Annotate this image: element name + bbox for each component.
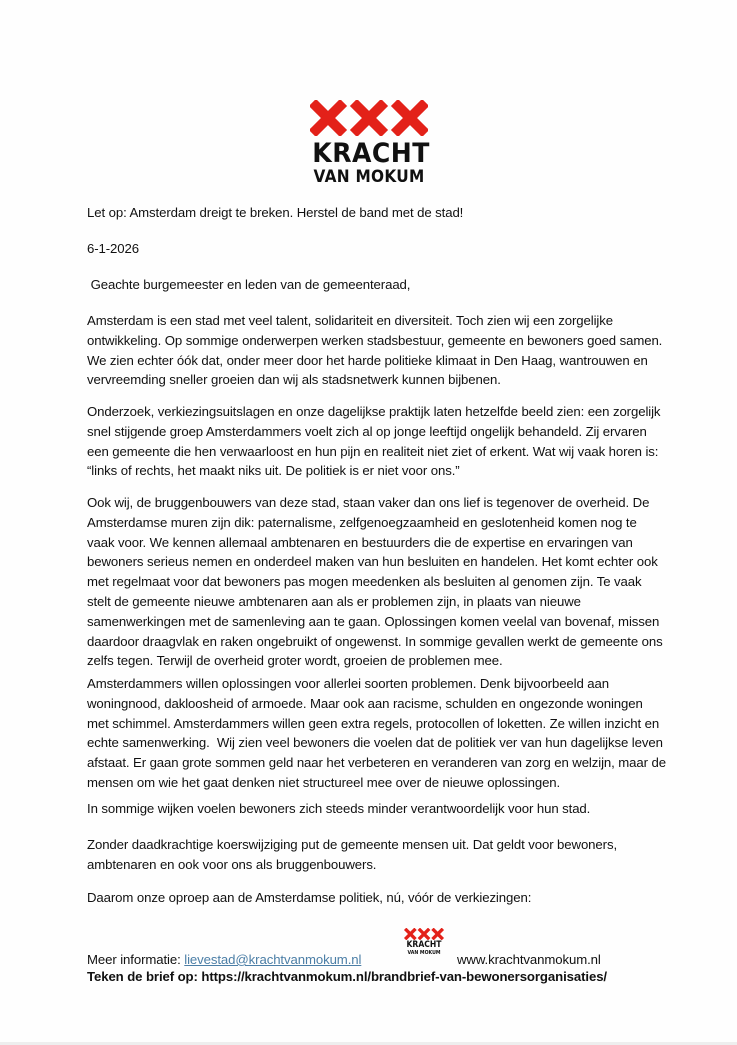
letter-subject: Let op: Amsterdam dreigt te breken. Herstel de band met de stad! (87, 205, 464, 220)
kracht-van-mokum-logo (308, 100, 430, 186)
info-label: Meer informatie: (87, 952, 185, 967)
paragraph-5: In sommige wijken voelen bewoners zich steeds minder verantwoordelijk voor hun stad. (87, 801, 591, 816)
paragraph-6: Zonder daadkrachtige koerswijziging put de gemeente mensen uit. Dat geldt voor bewoners, ambtenaren en ook voor ons als bruggenbouwers. (87, 837, 618, 872)
xxx-crosses-small-icon (403, 928, 445, 940)
website-link[interactable]: www.krachtvanmokum.nl (457, 952, 601, 967)
footer-logo-line-2: VAN MOKUM (407, 950, 441, 956)
sign-letter-text[interactable]: Teken de brief op: https://krachtvanmokum.nl/brandbrief-van-bewonersorganisaties/ (87, 969, 607, 984)
logo-line-2: VAN MOKUM (313, 167, 425, 186)
email-link[interactable]: lievestad@krachtvanmokum.nl (184, 952, 362, 967)
footer-logo-line-1: KRACHT (406, 940, 442, 950)
letter-date: 6-1-2026 (87, 241, 139, 256)
paragraph-4: Amsterdammers willen oplossingen voor allerlei soorten problemen. Denk bijvoorbeeld aan woningnood, dakloosheid of armoede. Maar ook aan racisme, schulden en ongezonde woningen met schimmel. Amsterdammers willen geen extra regels, protocollen of loketten. Ze willen inzicht en echte samenwerking. Wij zien veel bewoners die voelen dat de politiek ver van hun dagelijkse leven afstaat. Er gaan grote sommen geld naar het verbeteren en veranderen van zorg en welzijn, maar de mensen om wie het gaat denken niet structureel mee over de nieuwe oplossingen. (87, 676, 670, 790)
xxx-crosses-icon (310, 100, 428, 136)
paragraph-1: Amsterdam is een stad met veel talent, solidariteit en diversiteit. Toch zien wij een zorgelijke ontwikkeling. Op sommige onderwerpen werken stadsbestuur, gemeente en bewoners goed samen. We zien echter óók dat, onder meer door het harde politieke klimaat in Den Haag, wantrouwen en vervreemding sneller groeien dan wij als stadsnetwerk kunnen bijbenen. (87, 313, 663, 388)
letter-salutation: Geachte burgemeester en leden van de gemeenteraad, (87, 277, 411, 292)
paragraph-3: Ook wij, de bruggenbouwers van deze stad, staan vaker dan ons lief is tegenover de overheid. De Amsterdamse muren zijn dik: paternalisme, zelfgenoegzaamheid en geslotenheid komen nog te vaak voor. We kennen allemaal ambtenaren en bestuurders die de expertise en ervaringen van bewoners serieus nemen en onderdeel maken van hun besluiten en handelen. Het komt echter ook met regelmaat voor dat bewoners pas mogen meedenken als besluiten al genomen zijn. Te vaak stelt de gemeente nieuwe ambtenaren aan als er problemen zijn, in plaats van nieuwe samenwerkingen met de samenleving aan te gaan. Oplossingen komen veelal van bovenaf, missen daardoor draagvlak en raken ongebruikt of ongewenst. In sommige gevallen werkt de gemeente ons zelfs tegen. Terwijl de overheid groter wordt, groeien de problemen mee. (87, 495, 663, 669)
paragraph-call-to-action: Daarom onze oproep aan de Amsterdamse politiek, nú, vóór de verkiezingen: (87, 890, 532, 905)
logo-line-1: KRACHT (312, 138, 430, 169)
paragraph-2: Onderzoek, verkiezingsuitslagen en onze dagelijkse praktijk laten hetzelfde beeld zien: een zorgelijk snel stijgende groep Amsterdammers voelt zich al op jonge leeftijd ongelijk behandeld. Zij ervaren een gemeente die hen verwaarloost en hun pijn en realiteit niet ziet of erkent. Wat wij vaak horen is: “links of rechts, het maakt niks uit. De politiek is er niet voor ons.” (87, 404, 661, 479)
